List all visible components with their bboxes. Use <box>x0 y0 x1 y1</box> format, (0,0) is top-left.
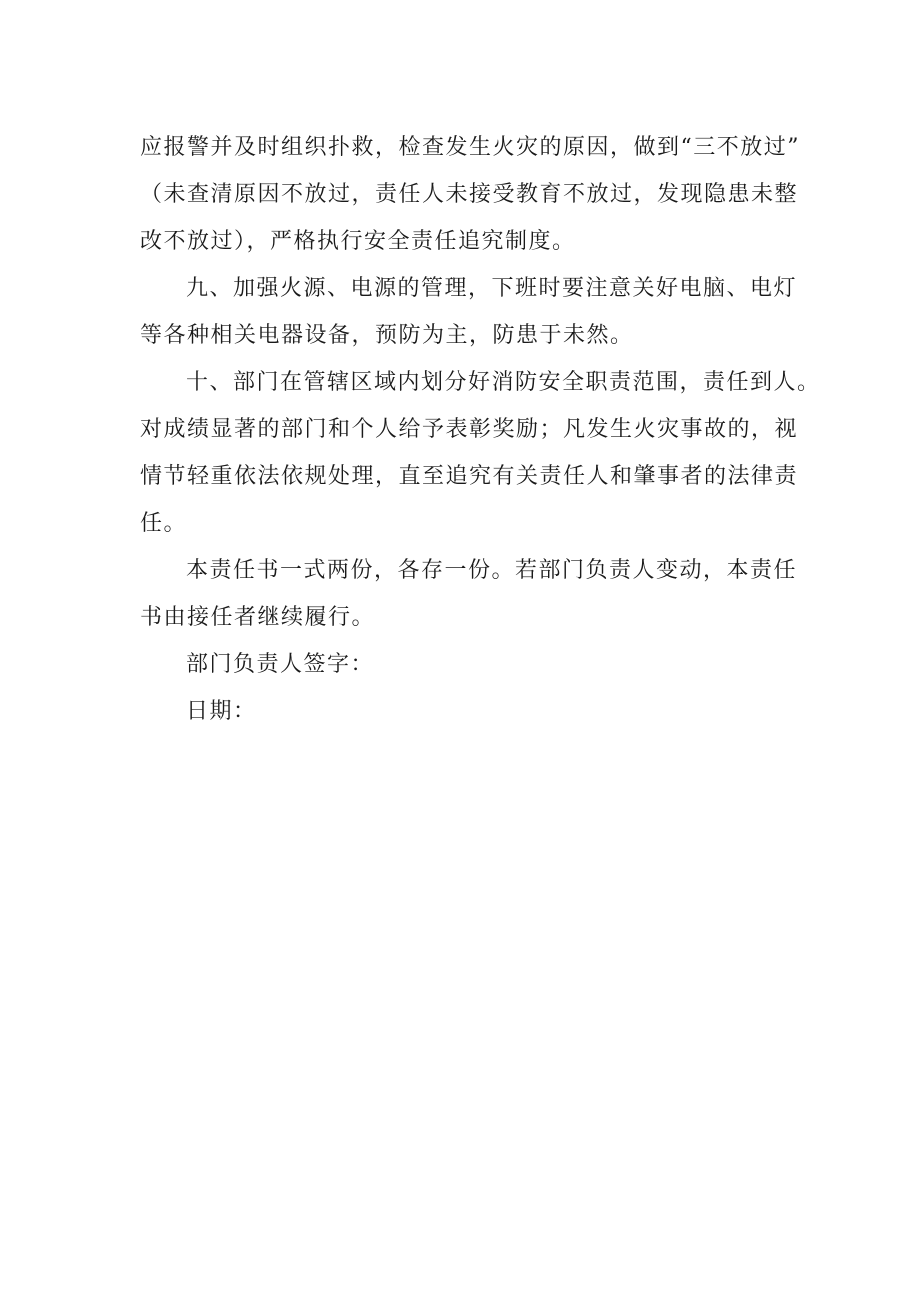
date-label: 日期： <box>186 699 257 724</box>
paragraph-item-8-continued <box>140 124 800 265</box>
text-line: 应报警并及时组织扑救，检查发生火灾的原因，做到“三不放过” <box>140 135 800 160</box>
text-line: 改不放过），严格执行安全责任追究制度。 <box>140 229 576 254</box>
text-line: 任。 <box>140 511 188 536</box>
document-body <box>140 124 821 735</box>
text-line: 本责任书一式两份，各存一份。若部门负责人变动，本责任 <box>186 558 798 583</box>
text-line: 情节轻重依法依规处理，直至追究有关责任人和肇事者的法律责 <box>140 464 799 489</box>
text-line: 对成绩显著的部门和个人给予表彰奖励；凡发生火灾事故的，视 <box>140 417 799 442</box>
text-line: 十、部门在管辖区域内划分好消防安全职责范围，责任到人。 <box>186 370 821 395</box>
paragraph-copies-note <box>140 547 798 641</box>
paragraph-item-9 <box>140 265 798 359</box>
text-line: （未查清原因不放过，责任人未接受教育不放过，发现隐患未整 <box>140 182 799 207</box>
paragraph-item-10 <box>140 359 821 547</box>
text-line: 九、加强火源、电源的管理，下班时要注意关好电脑、电灯 <box>186 276 798 301</box>
text-line: 等各种相关电器设备，预防为主，防患于未然。 <box>140 323 634 348</box>
text-line: 书由接任者继续履行。 <box>140 605 376 630</box>
signature-label: 部门负责人签字： <box>186 652 375 677</box>
